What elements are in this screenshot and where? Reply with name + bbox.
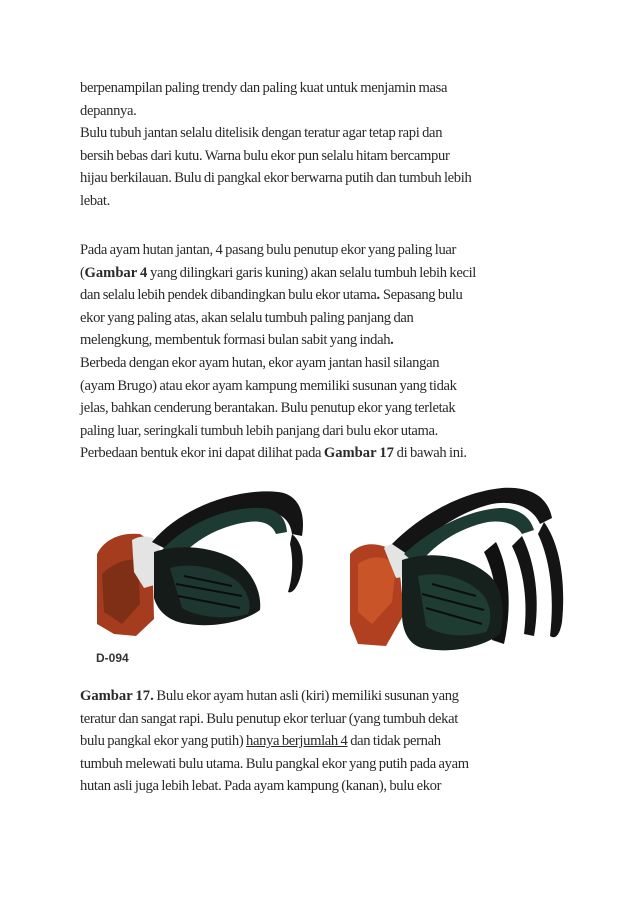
text-line: Bulu tubuh jantan selalu ditelisik dengan teratur agar tetap rapi dan bbox=[80, 125, 443, 142]
bold-period: . bbox=[390, 332, 394, 349]
text-line: ( bbox=[80, 264, 85, 281]
text-line: hutan asli juga lebih lebat. Pada ayam kampung (kanan), bulu ekor bbox=[80, 778, 442, 795]
paragraph-crossbreed-tail bbox=[80, 352, 580, 465]
figure-caption bbox=[80, 685, 580, 798]
text-line: hijau berkilauan. Bulu di pangkal ekor berwarna putih dan tumbuh lebih bbox=[80, 170, 472, 187]
paragraph-jungle-fowl-tail bbox=[80, 239, 580, 352]
figure-left-label: D-094 bbox=[96, 651, 129, 665]
text-line: dan tidak pernah bbox=[347, 733, 441, 750]
text-block-top bbox=[80, 77, 580, 213]
figure-17-image bbox=[92, 484, 572, 668]
text-line: (ayam Brugo) atau ekor ayam kampung memiliki susunan yang tidak bbox=[80, 377, 457, 394]
text-block-middle bbox=[80, 239, 580, 465]
text-line: berpenampilan paling trendy dan paling kuat untuk menjamin masa bbox=[80, 80, 448, 96]
text-line: bulu pangkal ekor yang putih) bbox=[80, 733, 247, 750]
paragraph-body-feathers bbox=[80, 122, 580, 212]
bold-period: . bbox=[376, 287, 381, 304]
figure-reference: Gambar 17 bbox=[323, 445, 394, 462]
underlined-phrase: hanya berjumlah 4 bbox=[246, 733, 348, 750]
caption-figure-label: Gambar 17. bbox=[80, 688, 154, 704]
text-line: ekor yang paling atas, akan selalu tumbuh paling panjang dan bbox=[80, 309, 414, 326]
text-line: jelas, bahkan cenderung berantakan. Bulu penutup ekor yang terletak bbox=[80, 400, 456, 417]
text-line: di bawah ini. bbox=[393, 445, 467, 462]
figure-reference: Gambar 4 bbox=[84, 264, 148, 281]
caption-paragraph bbox=[80, 685, 580, 798]
rooster-tail-left-image bbox=[97, 491, 303, 636]
text-line: bersih bebas dari kutu. Warna bulu ekor pun selalu hitam bercampur bbox=[80, 147, 450, 164]
rooster-tail-right-image bbox=[350, 488, 563, 651]
text-line: dan selalu lebih pendek dibandingkan bulu ekor utama bbox=[80, 287, 377, 304]
text-line: Perbedaan bentuk ekor ini dapat dilihat pada bbox=[80, 445, 324, 462]
text-line: lebat. bbox=[80, 192, 110, 209]
text-line: tumbuh melewati bulu utama. Bulu pangkal ekor yang putih pada ayam bbox=[80, 755, 469, 772]
text-line: teratur dan sangat rapi. Bulu penutup ekor terluar (yang tumbuh dekat bbox=[80, 710, 458, 727]
text-line: melengkung, membentuk formasi bulan sabit yang indah bbox=[80, 332, 391, 349]
text-line: Sepasang bulu bbox=[380, 287, 463, 304]
text-line: Bulu ekor ayam hutan asli (kiri) memiliki susunan yang bbox=[153, 688, 459, 704]
text-line: paling luar, seringkali tumbuh lebih panjang dari bulu ekor utama. bbox=[80, 422, 438, 439]
text-line: depannya. bbox=[80, 102, 137, 119]
text-line: Pada ayam hutan jantan, 4 pasang bulu penutup ekor yang paling luar bbox=[80, 242, 457, 258]
figure-17 bbox=[92, 484, 572, 668]
text-line: yang dilingkari garis kuning) akan selalu tumbuh lebih kecil bbox=[147, 264, 476, 281]
paragraph-continuation bbox=[80, 77, 580, 122]
text-line: Berbeda dengan ekor ayam hutan, ekor ayam jantan hasil silangan bbox=[80, 354, 440, 371]
